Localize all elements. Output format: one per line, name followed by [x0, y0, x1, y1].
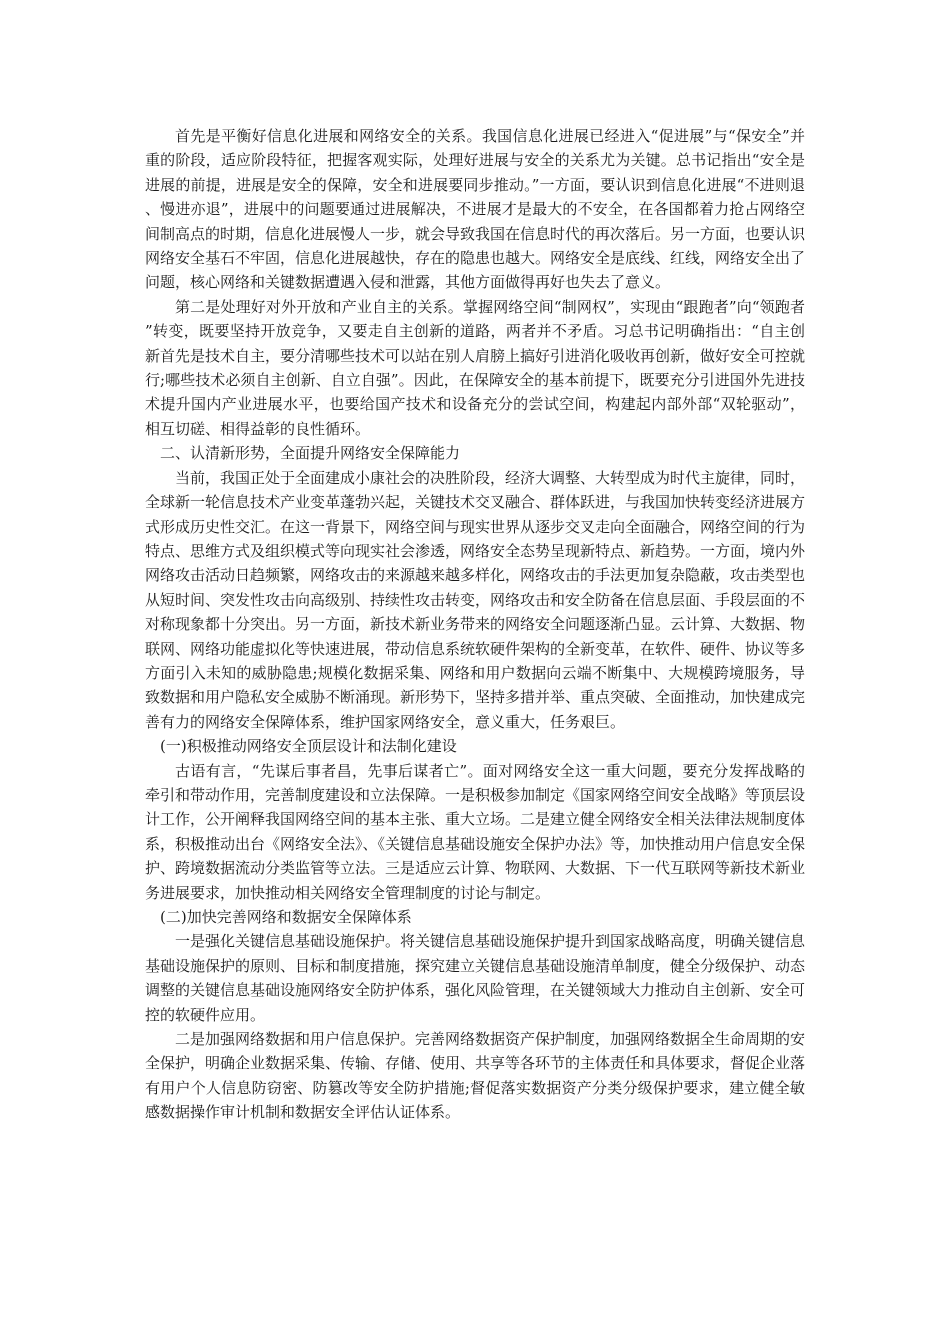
subsection-heading-1: (一)积极推动网络安全顶层设计和法制化建设 — [160, 737, 457, 756]
paragraph-top-level-design: 古语有言，“先谋后事者昌，先事后谋者亡”。面对网络安全这一重大问题，要充分发挥战略的牵引和带动作用，完善制度建设和立法保障。一是积极参加制定《国家网络空间安全战略》等顶层设计工作，公开阐释我国网络空间的基本主张、重大立场。二是建立健全网络安全相关法律法规制度体系，积极推动出台《网络安全法》、《关键信息基础设施安全保护办法》等，加快推动用户信息安全保护、跨境数据流动分类监管等立法。三是适应云计算、物联网、大数据、下一代互联网等新技术新业务进展要求，加快推动相关网络安全管理制度的讨论与制定。 — [145, 761, 806, 902]
document-page — [145, 124, 805, 1125]
section-heading-2: 二、认清新形势，全面提升网络安全保障能力 — [160, 444, 461, 463]
paragraph-infrastructure-protection: 一是强化关键信息基础设施保护。将关键信息基础设施保护提升到国家战略高度，明确关键信息基础设施保护的原则、目标和制度措施，探究建立关键信息基础设施清单制度，健全分级保护、动态调整的关键信息基础设施网络安全防护体系，强化风险管理，在关键领域大力推动自主创新、安全可控的软硬件应用。 — [145, 932, 806, 1024]
paragraph-current-situation: 当前，我国正处于全面建成小康社会的决胜阶段，经济大调整、大转型成为时代主旋律，同时，全球新一轮信息技术产业变革蓬勃兴起，关键技术交叉融合、群体跃进，与我国加快转变经济进展方式形成历史性交汇。在这一背景下，网络空间与现实世界从逐步交叉走向全面融合，网络空间的行为特点、思维方式及组织模式等向现实社会渗透，网络安全态势呈现新特点、新趋势。一方面，境内外网络攻击活动日趋频繁，网络攻击的来源越来越多样化，网络攻击的手法更加复杂隐蔽，攻击类型也从短时间、突发性攻击向高级别、持续性攻击转变，网络攻击和安全防备在信息层面、手段层面的不对称现象都十分突出。另一方面，新技术新业务带来的网络安全问题逐渐凸显。云计算、大数据、物联网、网络功能虚拟化等快速进展，带动信息系统软硬件架构的全新变革，在软件、硬件、协议等多方面引入未知的威胁隐患;规模化数据采集、网络和用户数据向云端不断集中、大规模跨境服务，导致数据和用户隐私安全威胁不断涌现。新形势下，坚持多措并举、重点突破、全面推动，加快建成完善有力的网络安全保障体系，维护国家网络安全，意义重大，任务艰巨。 — [145, 468, 806, 731]
paragraph-balance-development-security: 首先是平衡好信息化进展和网络安全的关系。我国信息化进展已经进入“促进展”与“保安全”并重的阶段，适应阶段特征，把握客观实际，处理好进展与安全的关系尤为关键。总书记指出“安全是进展的前提，进展是安全的保障，安全和进展要同步推动。”一方面，要认识到信息化进展“不进则退、慢进亦退”，进展中的问题要通过进展解决，不进展才是最大的不安全，在各国都着力抢占网络空间制高点的时期，信息化进展慢人一步，就会导致我国在信息时代的再次落后。另一方面，也要认识网络安全基石不牢固，信息化进展越快，存在的隐患也越大。网络安全是底线、红线，网络安全出了问题，核心网络和关键数据遭遇入侵和泄露，其他方面做得再好也失去了意义。 — [145, 127, 806, 292]
paragraph-data-protection: 二是加强网络数据和用户信息保护。完善网络数据资产保护制度，加强网络数据全生命周期的安全保护，明确企业数据采集、传输、存储、使用、共享等各环节的主体责任和具体要求，督促企业落有用户个人信息防窃密、防篡改等安全防护措施;督促落实数据资产分类分级保护要求，建立健全敏感数据操作审计机制和数据安全评估认证体系。 — [145, 1030, 806, 1122]
subsection-heading-2: (二)加快完善网络和数据安全保障体系 — [160, 908, 412, 926]
paragraph-openness-autonomy: 第二是处理好对外开放和产业自主的关系。掌握网络空间“制网权”，实现由“跟跑者”向“领跑者”转变，既要坚持开放竞争，又要走自主创新的道路，两者并不矛盾。习总书记明确指出：“自主创新首先是技术自主，要分清哪些技术可以站在别人肩膀上搞好引进消化吸收再创新，做好安全可控就行;哪些技术必须自主创新、自立自强”。因此，在保障安全的基本前提下，既要充分引进国外先进技术提升国内产业进展水平，也要给国产技术和设备充分的尝试空间，构建起内部外部“双轮驱动”，相互切磋、相得益彰的良性循环。 — [145, 297, 806, 438]
